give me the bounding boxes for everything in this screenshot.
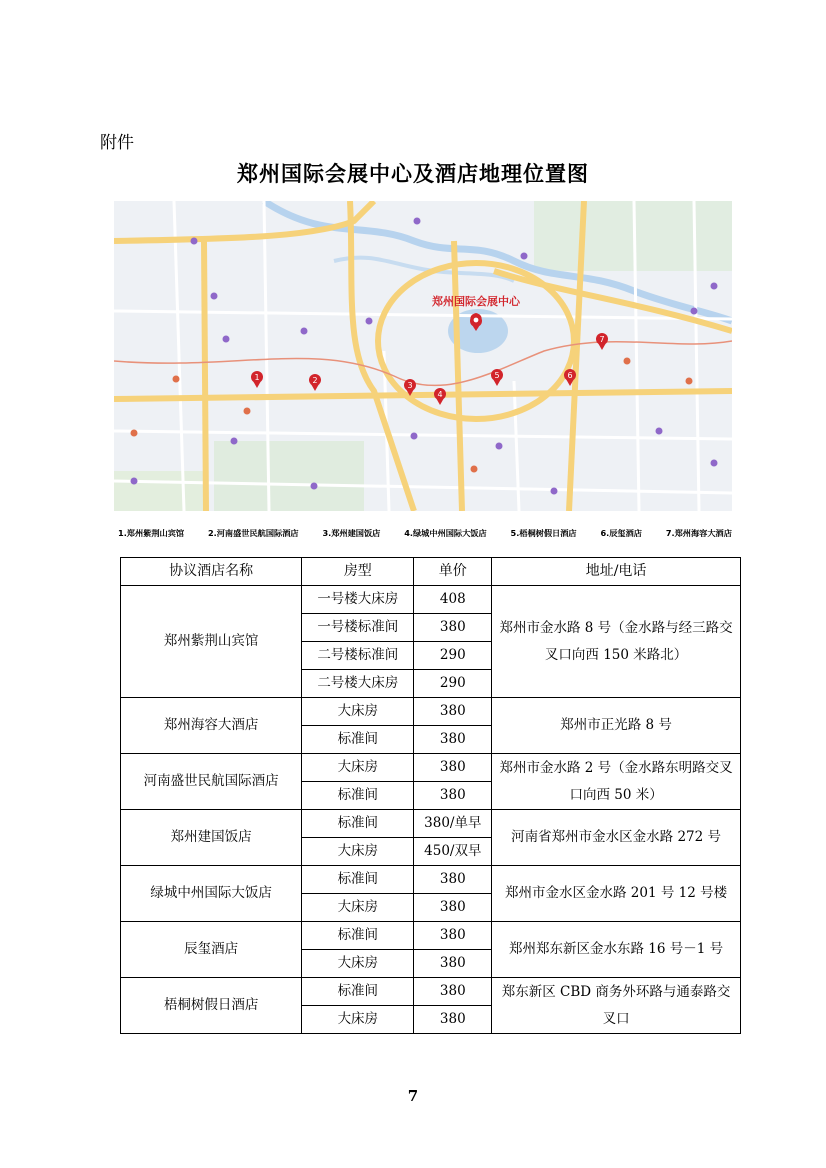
legend-item: 3.郑州建国饭店 bbox=[322, 528, 381, 538]
header-price: 单价 bbox=[414, 558, 492, 586]
price-cell: 380 bbox=[414, 866, 492, 894]
hotel-name-cell: 河南盛世民航国际酒店 bbox=[121, 754, 302, 810]
hotel-pin-number: 5 bbox=[494, 371, 500, 380]
table-row bbox=[121, 698, 741, 726]
legend-item: 5.梧桐树假日酒店 bbox=[510, 528, 577, 538]
price-cell: 450/双早 bbox=[414, 838, 492, 866]
price-cell: 380 bbox=[414, 950, 492, 978]
location-map bbox=[114, 201, 732, 511]
hotel-pin-number: 7 bbox=[599, 335, 605, 344]
hotel-pin-number: 3 bbox=[407, 381, 413, 390]
room-type-cell: 一号楼大床房 bbox=[302, 586, 414, 614]
hotel-table bbox=[120, 557, 741, 1034]
hotel-name-cell: 郑州建国饭店 bbox=[121, 810, 302, 866]
table-row bbox=[121, 978, 741, 1006]
address-cell: 郑州郑东新区金水东路 16 号－1 号 bbox=[492, 922, 741, 978]
price-cell: 380 bbox=[414, 922, 492, 950]
room-type-cell: 大床房 bbox=[302, 950, 414, 978]
map-legend bbox=[118, 528, 732, 539]
table-row bbox=[121, 586, 741, 614]
address-cell: 郑东新区 CBD 商务外环路与通泰路交叉口 bbox=[492, 978, 741, 1034]
hotel-pin-number: 6 bbox=[567, 371, 573, 380]
price-cell: 380 bbox=[414, 1006, 492, 1034]
price-cell: 290 bbox=[414, 670, 492, 698]
header-room-type: 房型 bbox=[302, 558, 414, 586]
price-cell: 380 bbox=[414, 614, 492, 642]
address-cell: 郑州市金水路 2 号（金水路东明路交叉口向西 50 米） bbox=[492, 754, 741, 810]
price-cell: 380 bbox=[414, 726, 492, 754]
room-type-cell: 标准间 bbox=[302, 810, 414, 838]
legend-item: 6.辰玺酒店 bbox=[600, 528, 642, 538]
table-row bbox=[121, 754, 741, 782]
page-number: 7 bbox=[407, 1087, 419, 1105]
header-address: 地址/电话 bbox=[492, 558, 741, 586]
hotel-name-cell: 郑州海容大酒店 bbox=[121, 698, 302, 754]
room-type-cell: 二号楼大床房 bbox=[302, 670, 414, 698]
room-type-cell: 二号楼标准间 bbox=[302, 642, 414, 670]
address-cell: 河南省郑州市金水区金水路 272 号 bbox=[492, 810, 741, 866]
hotel-pin-number: 2 bbox=[312, 376, 318, 385]
page-title: 郑州国际会展中心及酒店地理位置图 bbox=[237, 162, 589, 186]
room-type-cell: 大床房 bbox=[302, 1006, 414, 1034]
hotel-pin-number: 1 bbox=[254, 373, 260, 382]
hotel-name-cell: 辰玺酒店 bbox=[121, 922, 302, 978]
table-row bbox=[121, 922, 741, 950]
table-header-row bbox=[121, 558, 741, 586]
price-cell: 380 bbox=[414, 754, 492, 782]
room-type-cell: 大床房 bbox=[302, 754, 414, 782]
hotel-name-cell: 梧桐树假日酒店 bbox=[121, 978, 302, 1034]
attachment-label: 附件 bbox=[100, 133, 134, 153]
room-type-cell: 标准间 bbox=[302, 866, 414, 894]
room-type-cell: 一号楼标准间 bbox=[302, 614, 414, 642]
address-cell: 郑州市正光路 8 号 bbox=[492, 698, 741, 754]
legend-item: 1.郑州紫荆山宾馆 bbox=[118, 528, 185, 538]
room-type-cell: 标准间 bbox=[302, 978, 414, 1006]
legend-item: 4.绿城中州国际大饭店 bbox=[404, 528, 487, 538]
table-row bbox=[121, 866, 741, 894]
price-cell: 290 bbox=[414, 642, 492, 670]
exhibition-center-label: 郑州国际会展中心 bbox=[432, 295, 520, 308]
hotel-pin-number: 4 bbox=[437, 390, 443, 399]
price-cell: 380 bbox=[414, 782, 492, 810]
address-cell: 郑州市金水路 8 号（金水路与经三路交叉口向西 150 米路北） bbox=[492, 586, 741, 698]
price-cell: 408 bbox=[414, 586, 492, 614]
room-type-cell: 大床房 bbox=[302, 894, 414, 922]
address-cell: 郑州市金水区金水路 201 号 12 号楼 bbox=[492, 866, 741, 922]
hotel-table-body bbox=[121, 586, 741, 1034]
legend-item: 2.河南盛世民航国际酒店 bbox=[207, 528, 299, 538]
table-row bbox=[121, 810, 741, 838]
price-cell: 380 bbox=[414, 698, 492, 726]
room-type-cell: 大床房 bbox=[302, 838, 414, 866]
room-type-cell: 标准间 bbox=[302, 782, 414, 810]
hotel-name-cell: 郑州紫荆山宾馆 bbox=[121, 586, 302, 698]
room-type-cell: 标准间 bbox=[302, 922, 414, 950]
price-cell: 380/单早 bbox=[414, 810, 492, 838]
price-cell: 380 bbox=[414, 978, 492, 1006]
legend-item: 7.郑州海容大酒店 bbox=[665, 528, 732, 538]
hotel-name-cell: 绿城中州国际大饭店 bbox=[121, 866, 302, 922]
room-type-cell: 大床房 bbox=[302, 698, 414, 726]
header-hotel-name: 协议酒店名称 bbox=[121, 558, 302, 586]
price-cell: 380 bbox=[414, 894, 492, 922]
room-type-cell: 标准间 bbox=[302, 726, 414, 754]
